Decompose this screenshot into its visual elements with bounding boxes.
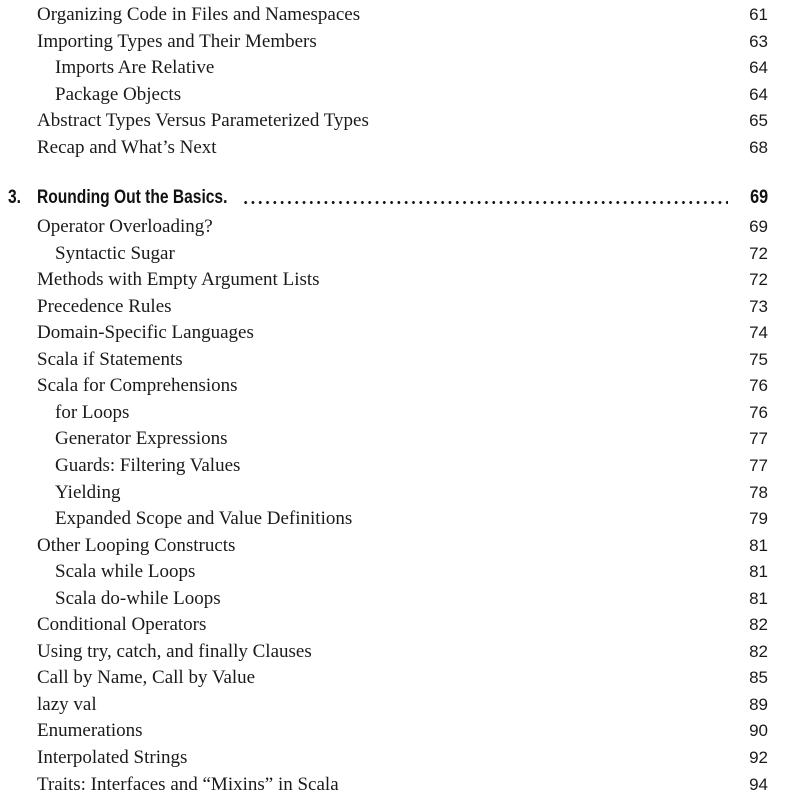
toc-subsection-entry[interactable] <box>0 425 800 452</box>
entry-title: Methods with Empty Argument Lists <box>37 269 320 291</box>
entry-title: Scala while Loops <box>55 561 196 583</box>
toc-subsection-entry[interactable] <box>0 452 800 479</box>
entry-page-number: 78 <box>749 482 768 502</box>
entry-title: Package Objects <box>55 83 182 105</box>
entry-title: for Loops <box>55 401 130 423</box>
entry-title: Using try, catch, and finally Clauses <box>37 640 312 662</box>
entry-page-number: 64 <box>749 84 768 104</box>
toc-subsection-entry[interactable] <box>0 505 800 532</box>
toc-section-entry[interactable] <box>0 134 800 161</box>
chapter-page-number: 69 <box>750 187 768 208</box>
entry-title: Guards: Filtering Values <box>55 454 241 476</box>
entry-page-number: 72 <box>749 243 768 263</box>
entry-page-number: 92 <box>749 748 768 767</box>
entry-title: Recap and What’s Next <box>37 137 217 158</box>
chapter-title: Rounding Out the Basics. <box>37 187 228 208</box>
entry-title: Abstract Types Versus Parameterized Types <box>37 110 369 132</box>
entry-title: Scala do-while Loops <box>55 587 221 609</box>
entry-page-number: 94 <box>749 774 768 794</box>
entry-title: Call by Name, Call by Value <box>37 667 256 689</box>
entry-title: Enumerations <box>37 720 143 742</box>
entry-page-number: 77 <box>749 455 768 475</box>
entry-page-number: 75 <box>749 349 768 369</box>
entry-page-number: 90 <box>749 721 768 741</box>
toc-section-entry[interactable] <box>0 107 800 134</box>
entry-page-number: 89 <box>749 694 768 714</box>
toc-section-entry[interactable] <box>0 293 800 320</box>
entry-page-number: 85 <box>749 668 768 688</box>
entry-page-number: 81 <box>749 588 768 608</box>
toc-section-entry[interactable] <box>0 717 800 744</box>
entry-title: Precedence Rules <box>37 295 172 317</box>
entry-page-number: 82 <box>749 641 768 661</box>
toc-section-entry[interactable] <box>0 744 800 771</box>
entry-page-number: 81 <box>749 562 768 582</box>
toc-subsection-entry[interactable] <box>0 479 800 506</box>
entry-title: Other Looping Constructs <box>37 534 236 556</box>
dot-leader <box>242 201 728 204</box>
entry-title: Organizing Code in Files and Namespaces <box>37 4 361 25</box>
toc-subsection-entry[interactable] <box>0 81 800 108</box>
toc-section-entry[interactable] <box>0 532 800 559</box>
toc-section-entry[interactable] <box>0 266 800 293</box>
chapter-heading[interactable] <box>0 183 800 213</box>
toc-section-entry[interactable] <box>0 319 800 346</box>
entry-page-number: 72 <box>749 270 768 290</box>
entry-page-number: 81 <box>749 535 768 555</box>
entry-title: lazy val <box>37 693 97 715</box>
entry-page-number: 73 <box>749 296 768 316</box>
toc-section-entry[interactable] <box>0 664 800 691</box>
toc-subsection-entry[interactable] <box>0 54 800 81</box>
toc-section-entry[interactable] <box>0 28 800 55</box>
toc-section-entry[interactable] <box>0 638 800 665</box>
entry-title: Imports Are Relative <box>55 57 215 79</box>
toc-section-entry[interactable] <box>0 372 800 399</box>
entry-page-number: 64 <box>749 58 768 78</box>
entry-page-number: 76 <box>749 402 768 422</box>
toc-section-entry[interactable] <box>0 213 800 240</box>
entry-title: Syntactic Sugar <box>55 242 175 264</box>
entry-title: Conditional Operators <box>37 614 207 636</box>
entry-page-number: 82 <box>749 615 768 635</box>
chapter-number: 3. <box>8 187 22 208</box>
entry-page-number: 68 <box>749 138 768 157</box>
toc-section-entry[interactable] <box>0 691 800 718</box>
entry-page-number: 74 <box>749 323 768 343</box>
entry-title: Domain-Specific Languages <box>37 322 254 344</box>
toc-subsection-entry[interactable] <box>0 399 800 426</box>
entry-page-number: 65 <box>749 111 768 131</box>
entry-title: Generator Expressions <box>55 428 228 450</box>
toc-section-entry[interactable] <box>0 771 800 798</box>
entry-title: Traits: Interfaces and “Mixins” in Scala <box>37 773 339 795</box>
toc-section-entry[interactable] <box>0 611 800 638</box>
entry-title: Scala if Statements <box>37 348 183 370</box>
entry-title: Yielding <box>55 481 121 503</box>
entry-title: Operator Overloading? <box>37 216 213 237</box>
toc-subsection-entry[interactable] <box>0 585 800 612</box>
entry-page-number: 77 <box>749 429 768 449</box>
entry-page-number: 76 <box>749 376 768 396</box>
entry-title: Interpolated Strings <box>37 747 188 768</box>
toc-section-entry[interactable] <box>0 346 800 373</box>
entry-title: Scala for Comprehensions <box>37 375 238 397</box>
entry-title: Importing Types and Their Members <box>37 30 317 52</box>
toc-subsection-entry[interactable] <box>0 558 800 585</box>
entry-page-number: 63 <box>749 31 768 51</box>
entry-page-number: 61 <box>749 5 768 24</box>
toc-section-entry[interactable] <box>0 1 800 28</box>
toc-subsection-entry[interactable] <box>0 240 800 267</box>
entry-title: Expanded Scope and Value Definitions <box>55 508 353 530</box>
entry-page-number: 79 <box>749 509 768 529</box>
entry-page-number: 69 <box>749 217 768 236</box>
